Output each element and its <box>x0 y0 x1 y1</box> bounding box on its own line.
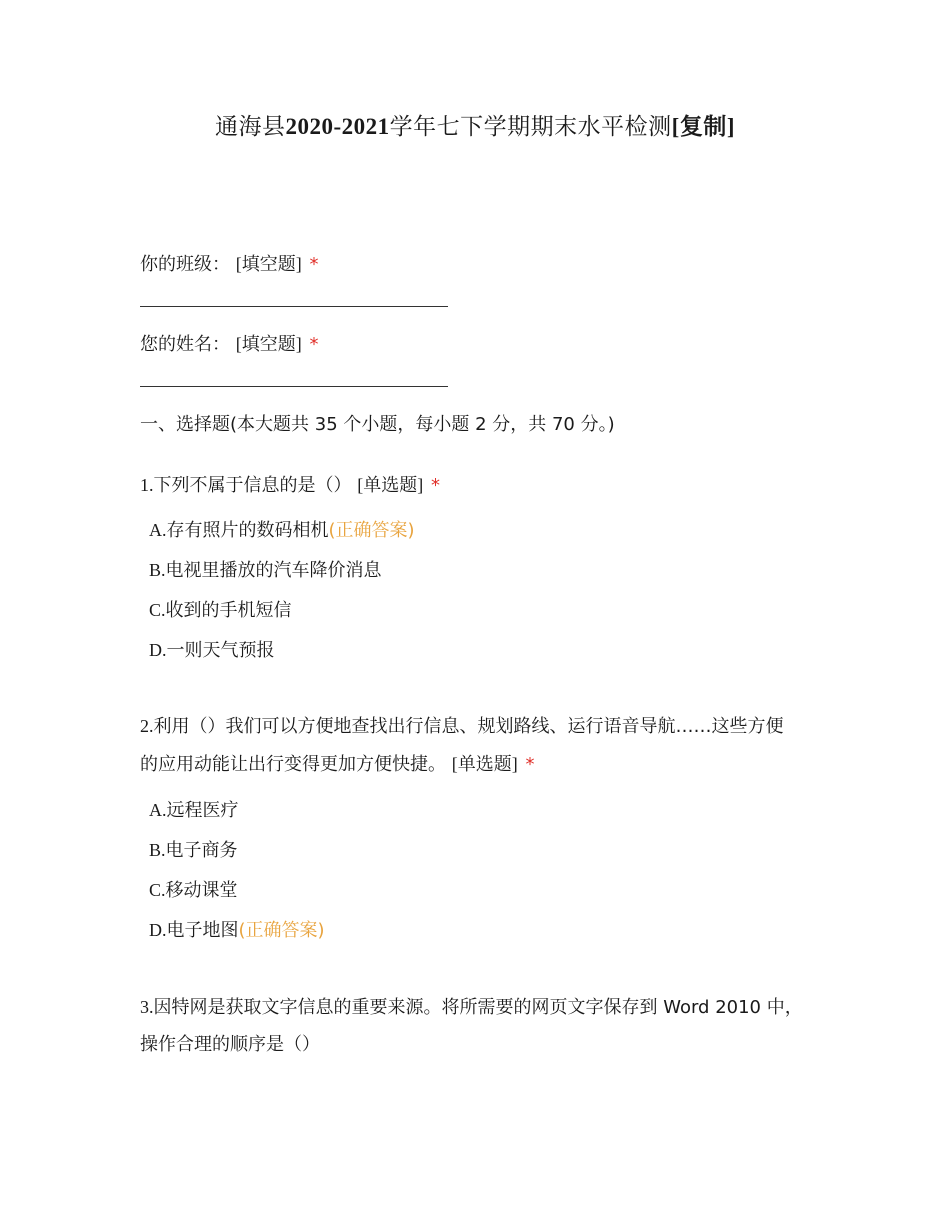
required-marker: * <box>525 754 535 775</box>
option-letter: D. <box>149 640 167 660</box>
title-suffix: [复制] <box>671 114 735 139</box>
question-2-stem-line-1 <box>140 714 784 739</box>
option-letter: B. <box>149 840 166 860</box>
option-letter: A. <box>149 800 167 820</box>
question-number: 2. <box>140 716 154 736</box>
option-text: 电子商务 <box>165 840 238 861</box>
q2-option-a[interactable] <box>149 798 239 823</box>
option-text: 电子地图 <box>166 920 239 941</box>
class-input-line[interactable] <box>140 306 448 307</box>
question-3-stem-line-2 <box>140 1033 320 1057</box>
question-type-tag: [单选题] <box>357 475 424 495</box>
q2-option-c[interactable] <box>149 878 238 903</box>
q2-option-d[interactable] <box>149 918 325 943</box>
question-text-line-1: 因特网是获取文字信息的重要来源。将所需要的网页文字保存到 Word 2010 中， <box>153 997 803 1018</box>
option-letter: D. <box>149 920 167 940</box>
field-type-tag: [填空题] <box>235 334 302 354</box>
question-text-line-1: 利用（）我们可以方便地查找出行信息、规划路线、运行语音导航……这些方便 <box>153 716 784 737</box>
name-field-label <box>140 332 318 357</box>
option-letter: A. <box>149 520 167 540</box>
required-marker: * <box>309 334 319 355</box>
title-middle: 学年七下学期期末水平检测 <box>389 114 672 140</box>
question-1-stem <box>140 473 440 498</box>
field-type-tag: [填空题] <box>235 254 302 274</box>
title-years: 2020-2021 <box>285 114 390 139</box>
question-type-tag: [单选题] <box>451 754 518 774</box>
option-text: 收到的手机短信 <box>165 600 292 621</box>
option-letter: C. <box>149 600 166 620</box>
question-text-line-2: 的应用动能让出行变得更加方便快捷。 <box>140 754 446 775</box>
option-text: 远程医疗 <box>166 800 239 821</box>
section-title: 一、选择题(本大题共 35 个小题，每小题 2 分，共 70 分。) <box>140 414 615 435</box>
option-text: 一则天气预报 <box>166 640 275 661</box>
required-marker: * <box>430 475 440 496</box>
correct-answer-marker: (正确答案) <box>328 520 415 541</box>
option-letter: B. <box>149 560 166 580</box>
title-prefix: 通海县 <box>215 114 286 140</box>
name-input-line[interactable] <box>140 386 448 387</box>
question-text: 下列不属于信息的是（） <box>153 475 352 496</box>
required-marker: * <box>309 254 319 275</box>
q2-option-b[interactable] <box>149 838 238 863</box>
q1-option-d[interactable] <box>149 638 275 663</box>
question-number: 3. <box>140 997 154 1017</box>
question-2-stem-line-2 <box>140 752 534 777</box>
option-letter: C. <box>149 880 166 900</box>
field-label: 你的班级： <box>140 254 230 275</box>
option-text: 移动课堂 <box>165 880 238 901</box>
q1-option-c[interactable] <box>149 598 292 623</box>
question-number: 1. <box>140 475 154 495</box>
correct-answer-marker: (正确答案) <box>238 920 325 941</box>
question-text-line-2: 操作合理的顺序是（） <box>140 1034 320 1055</box>
class-field-label <box>140 252 318 277</box>
q1-option-b[interactable] <box>149 558 382 583</box>
q1-option-a[interactable] <box>149 518 415 543</box>
option-text: 电视里播放的汽车降价消息 <box>165 560 382 581</box>
question-3-stem-line-1 <box>140 995 803 1020</box>
page-title <box>0 108 950 141</box>
option-text: 存有照片的数码相机 <box>166 520 329 541</box>
field-label: 您的姓名： <box>140 334 230 355</box>
